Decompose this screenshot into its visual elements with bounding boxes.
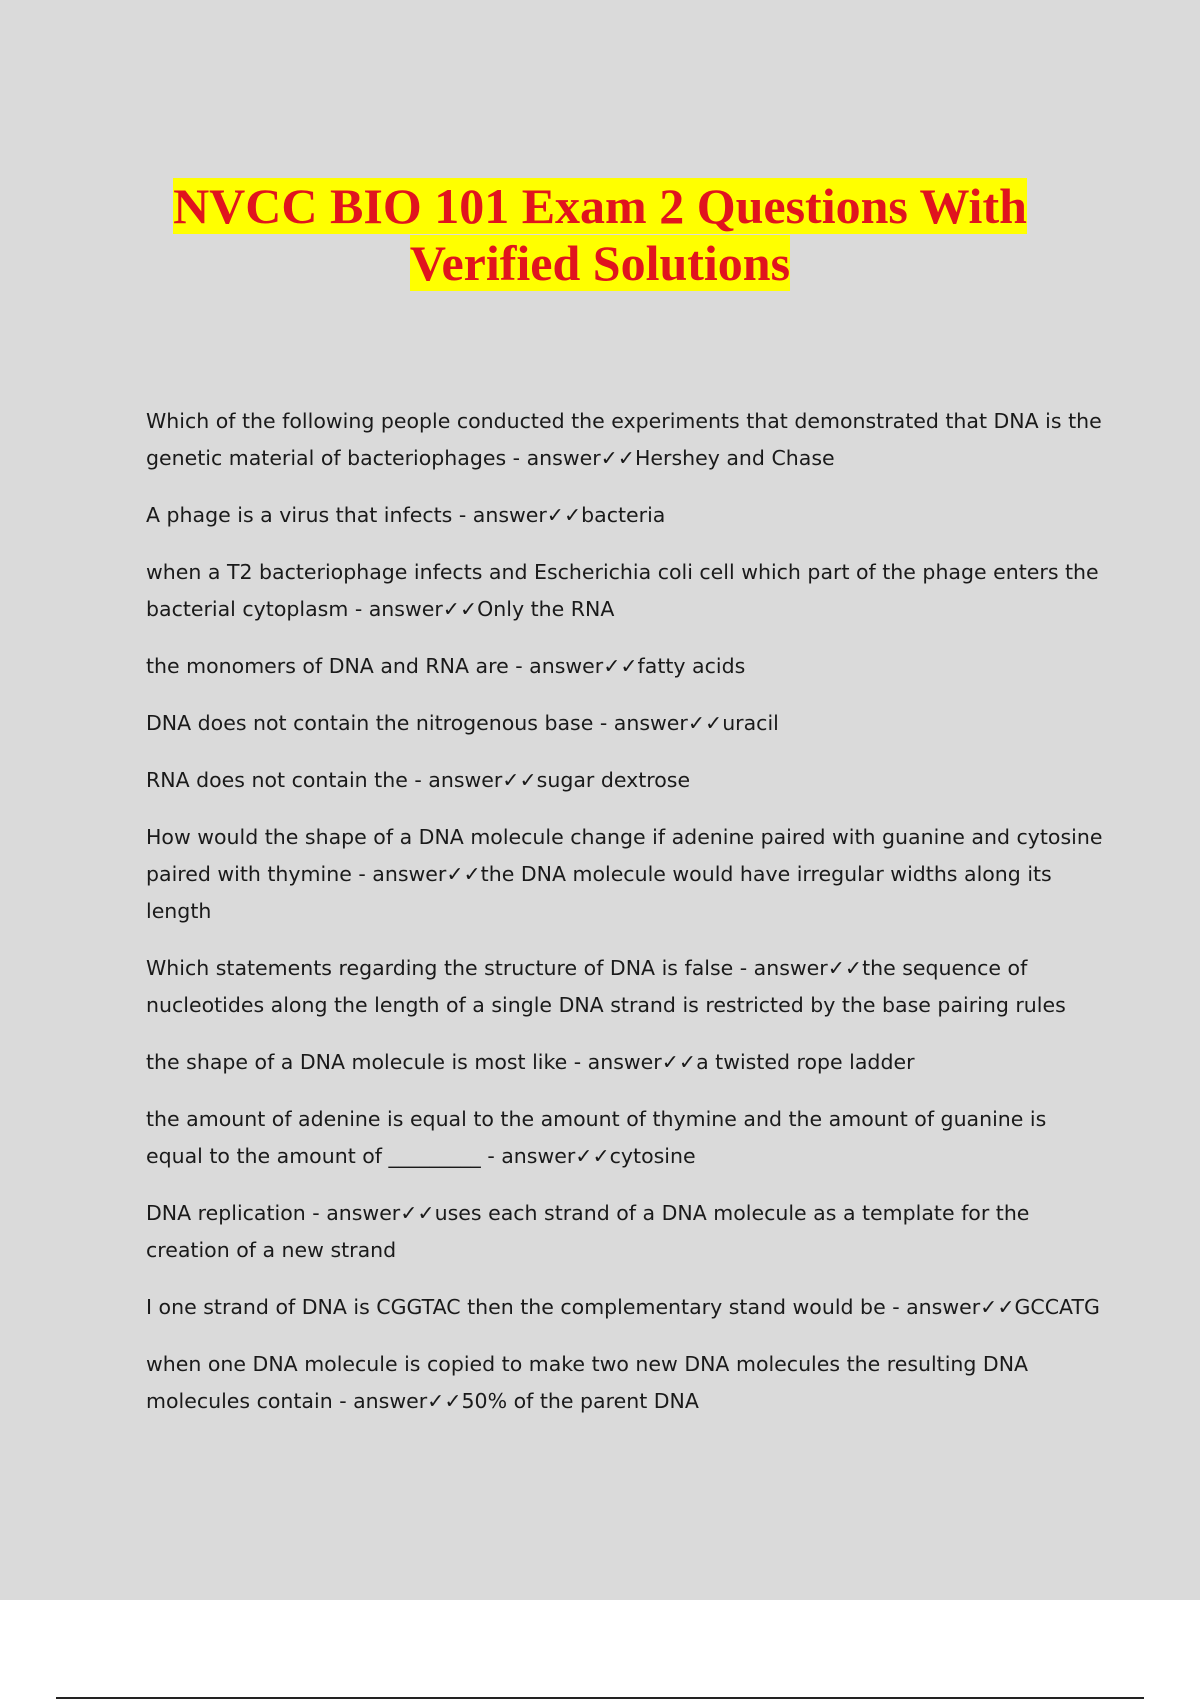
answer-text: the DNA molecule would have irregular widths along its length: [146, 862, 1052, 923]
qa-item: [146, 648, 1106, 685]
question-text: when one DNA molecule is copied to make two new DNA molecules the resulting DNA molecules contain: [146, 1352, 1029, 1413]
answer-marker: - answer✓✓: [407, 768, 537, 792]
answer-text: uracil: [722, 711, 779, 735]
qa-item: [146, 554, 1106, 628]
answer-marker: - answer✓✓: [506, 446, 635, 470]
qa-item: [146, 1289, 1106, 1326]
question-text: DNA does not contain the nitrogenous base: [146, 711, 594, 735]
answer-text: cytosine: [609, 1144, 696, 1168]
answer-text: sugar dextrose: [536, 768, 691, 792]
answer-text: 50% of the parent DNA: [461, 1389, 699, 1413]
document-title: [0, 178, 1200, 292]
answer-marker: - answer✓✓: [452, 503, 582, 527]
question-text: RNA does not contain the: [146, 768, 408, 792]
question-text: Which of the following people conducted the experiments that demonstrated that DNA is the genetic material of bacteriophages: [146, 409, 1102, 470]
page-bottom-rule: [56, 1697, 1144, 1699]
qa-item: [146, 403, 1106, 477]
answer-marker: - answer✓✓: [480, 1144, 610, 1168]
question-text: the shape of a DNA molecule is most like: [146, 1050, 568, 1074]
question-text: Which statements regarding the structure of DNA is false: [146, 956, 734, 980]
answer-text: a twisted rope ladder: [696, 1050, 915, 1074]
qa-item: [146, 1044, 1106, 1081]
qa-item: [146, 950, 1106, 1024]
answer-marker: - answer✓✓: [593, 711, 723, 735]
qa-item: [146, 1346, 1106, 1420]
answer-marker: - answer✓✓: [332, 1389, 462, 1413]
question-text: the monomers of DNA and RNA are: [146, 654, 509, 678]
question-text: I one strand of DNA is CGGTAC then the complementary stand would be: [146, 1295, 886, 1319]
answer-text: fatty acids: [637, 654, 746, 678]
title-line-1: NVCC BIO 101 Exam 2 Questions With: [173, 178, 1027, 234]
question-text: A phage is a virus that infects: [146, 503, 453, 527]
qa-item: [146, 762, 1106, 799]
qa-item: [146, 1101, 1106, 1175]
answer-text: bacteria: [581, 503, 666, 527]
qa-item: [146, 819, 1106, 930]
answer-text: the sequence of nucleotides along the length of a single DNA strand is restricted by the base pairing rules: [146, 956, 1066, 1017]
qa-item: [146, 705, 1106, 742]
answer-marker: - answer✓✓: [567, 1050, 697, 1074]
qa-item: [146, 1195, 1106, 1269]
answer-text: uses each strand of a DNA molecule as a template for the creation of a new strand: [146, 1201, 1030, 1262]
title-line-2: Verified Solutions: [409, 235, 791, 291]
answer-marker: - answer✓✓: [885, 1295, 1015, 1319]
answer-marker: - answer✓✓: [351, 862, 481, 886]
answer-marker: - answer✓✓: [305, 1201, 435, 1225]
question-text: when a T2 bacteriophage infects and Escherichia coli cell which part of the phage enters the bacterial cytoplasm: [146, 560, 1099, 621]
answer-marker: - answer✓✓: [733, 956, 863, 980]
answer-text: Only the RNA: [477, 597, 615, 621]
answer-marker: - answer✓✓: [348, 597, 478, 621]
answer-marker: - answer✓✓: [508, 654, 638, 678]
question-text: the amount of adenine is equal to the amount of thymine and the amount of guanine is equal to the amount of _________: [146, 1107, 1047, 1168]
answer-text: Hershey and Chase: [634, 446, 835, 470]
question-text: How would the shape of a DNA molecule change if adenine paired with guanine and cytosine paired with thymine: [146, 825, 1103, 886]
question-answer-list: [146, 403, 1106, 1440]
question-text: DNA replication: [146, 1201, 306, 1225]
answer-text: GCCATG: [1014, 1295, 1100, 1319]
qa-item: [146, 497, 1106, 534]
